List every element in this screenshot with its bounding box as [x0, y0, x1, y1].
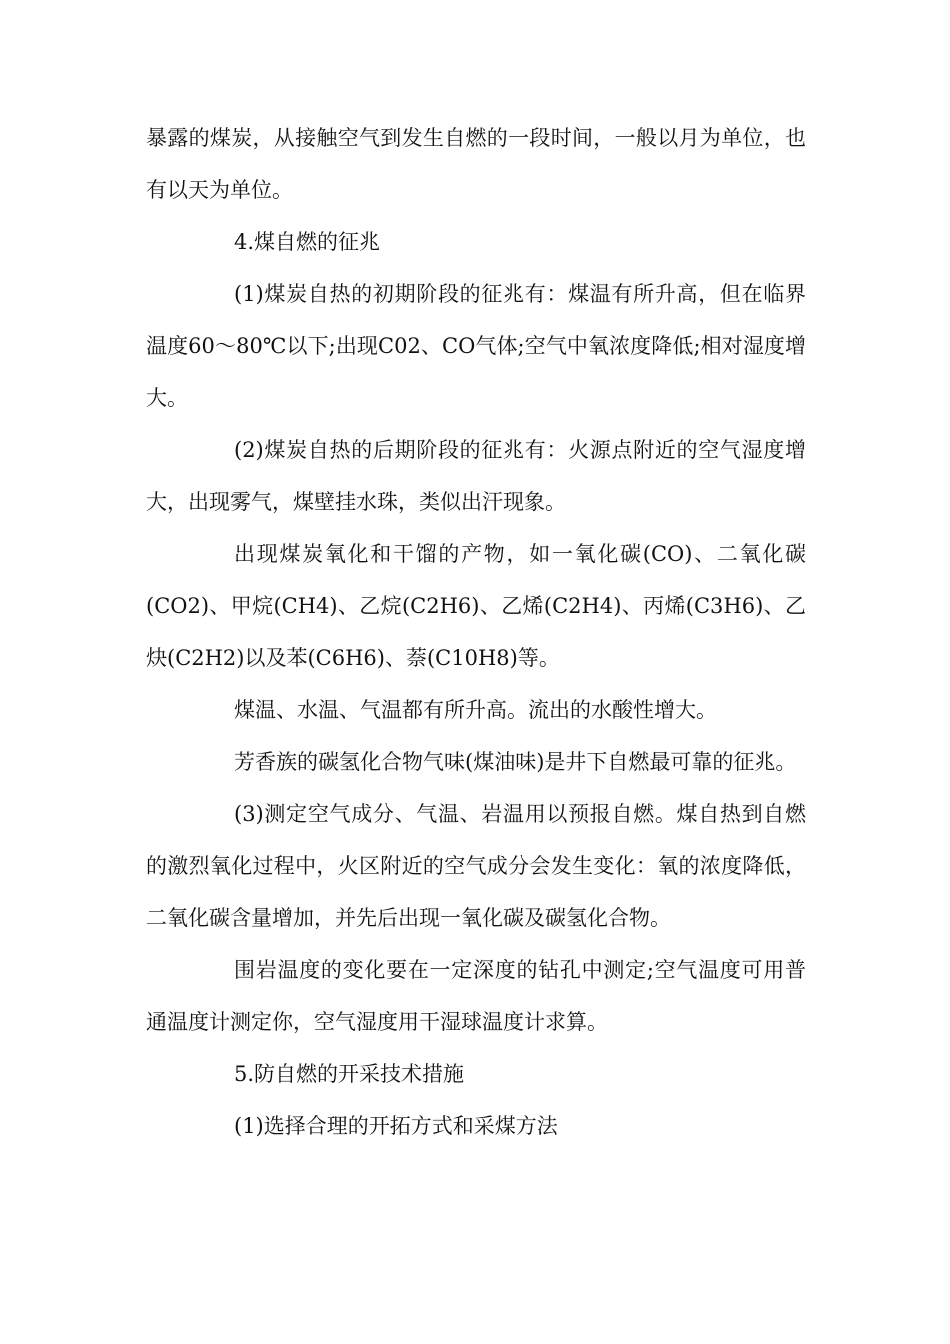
- paragraph-oxidation-products: 出现煤炭氧化和干馏的产物，如一氧化碳(CO)、二氧化碳(CO2)、甲烷(CH4)、乙烷(C2H6)、乙烯(C2H4)、丙烯(C3H6)、乙炔(C2H2)以及苯(C6H6)、萘(C10H8)等。: [146, 542, 806, 670]
- paragraph-air-composition: (3)测定空气成分、气温、岩温用以预报自燃。煤自热到自燃的激烈氧化过程中，火区附近的空气成分会发生变化：氧的浓度降低，二氧化碳含量增加，并先后出现一氧化碳及碳氢化合物。: [146, 802, 806, 930]
- heading-self-ignition-signs: 4.煤自燃的征兆: [234, 230, 381, 254]
- heading-mining-measures: 5.防自燃的开采技术措施: [234, 1062, 465, 1086]
- paragraph-temperature-rise: 煤温、水温、气温都有所升高。流出的水酸性增大。: [234, 698, 717, 722]
- paragraph-mining-method: (1)选择合理的开拓方式和采煤方法: [234, 1114, 558, 1138]
- document-body: [146, 112, 806, 1152]
- paragraph-early-stage-signs: (1)煤炭自热的初期阶段的征兆有：煤温有所升高，但在临界温度60～80℃以下;出现C02、CO气体;空气中氧浓度降低;相对湿度增大。: [146, 282, 806, 410]
- paragraph-aromatic-odor: 芳香族的碳氢化合物气味(煤油味)是井下自燃最可靠的征兆。: [234, 750, 797, 774]
- paragraph-rock-temperature: 围岩温度的变化要在一定深度的钻孔中测定;空气温度可用普通温度计测定你，空气湿度用干湿球温度计求算。: [146, 958, 806, 1034]
- paragraph-late-stage-signs: (2)煤炭自热的后期阶段的征兆有：火源点附近的空气湿度增大，出现雾气，煤壁挂水珠，类似出汗现象。: [146, 438, 806, 514]
- paragraph-exposure-time: 暴露的煤炭，从接触空气到发生自燃的一段时间，一般以月为单位，也有以天为单位。: [146, 126, 806, 202]
